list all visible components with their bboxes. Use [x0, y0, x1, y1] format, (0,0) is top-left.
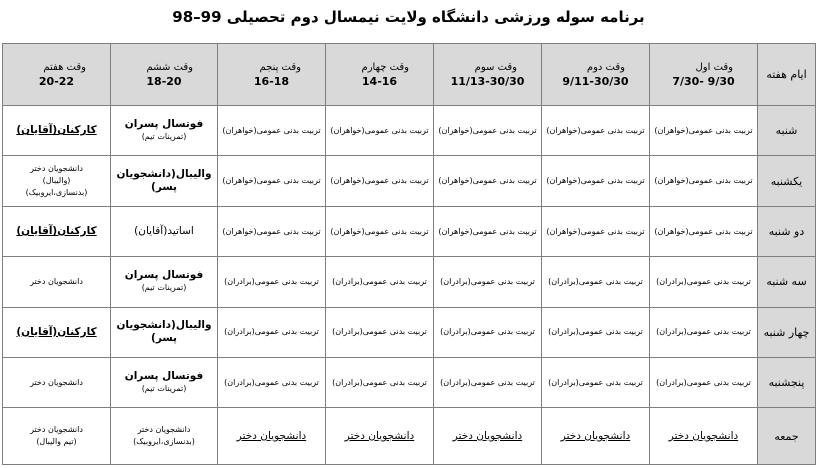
cell-text: تربیت بدنی عمومی(برادران) — [224, 377, 319, 387]
slot-header-7 — [3, 44, 111, 106]
cell-text: تربیت بدنی عمومی(برادران) — [224, 276, 319, 286]
cell-text: تربیت بدنی عمومی(خواهران) — [222, 226, 321, 236]
schedule-cell — [3, 307, 111, 357]
day-cell: پنجشنبه — [758, 358, 816, 408]
slot-header-4 — [326, 44, 434, 106]
schedule-cell — [326, 206, 434, 256]
cell-text: تربیت بدنی عمومی(برادران) — [332, 327, 427, 337]
schedule-cell — [650, 408, 758, 465]
schedule-cell — [434, 307, 542, 357]
cell-text: تربیت بدنی عمومی(برادران) — [656, 377, 751, 387]
cell-text: تربیت بدنی عمومی(خواهران) — [438, 226, 537, 236]
slot-header-2 — [542, 44, 650, 106]
cell-text: تربیت بدنی عمومی(برادران) — [440, 327, 535, 337]
schedule-cell — [434, 257, 542, 307]
cell-text: تربیت بدنی عمومی(برادران) — [656, 276, 751, 286]
schedule-cell — [218, 156, 326, 206]
cell-text: تربیت بدنی عمومی(خواهران) — [330, 226, 429, 236]
slot-name: وقت سوم — [474, 61, 517, 73]
slot-name: وقت هفتم — [43, 61, 86, 73]
day-cell: سه شنبه — [758, 257, 816, 307]
schedule-cell — [111, 257, 218, 307]
cell-text: کارکنان(آقایان) — [16, 325, 97, 338]
slot-name: وقت ششم — [146, 61, 193, 73]
schedule-cell — [434, 106, 542, 156]
slot-header-5 — [218, 44, 326, 106]
slot-header-3 — [434, 44, 542, 106]
slot-name: وقت چهارم — [361, 61, 409, 73]
cell-text: تربیت بدنی عمومی(خواهران) — [438, 125, 537, 135]
schedule-cell — [326, 408, 434, 465]
schedule-table — [2, 43, 816, 465]
row-thursday — [3, 358, 816, 408]
cell-text: تربیت بدنی عمومی(برادران) — [440, 377, 535, 387]
slot-time: 14-16 — [361, 74, 398, 88]
day-cell: جمعه — [758, 408, 816, 465]
cell-text: تربیت بدنی عمومی(برادران) — [548, 377, 643, 387]
schedule-cell — [218, 206, 326, 256]
schedule-cell — [326, 257, 434, 307]
schedule-cell — [542, 206, 650, 256]
cell-text: فوتسال پسران — [124, 370, 204, 383]
cell-text: تربیت بدنی عمومی(خواهران) — [546, 125, 645, 135]
slot-header-6 — [111, 44, 218, 106]
row-monday — [3, 206, 816, 256]
cell-text: فوتسال پسران — [124, 118, 204, 131]
cell-text: تربیت بدنی عمومی(خواهران) — [654, 226, 753, 236]
cell-text: والیبال(دانشجویان پسر) — [116, 319, 212, 345]
day-cell: یکشنبه — [758, 156, 816, 206]
schedule-cell — [218, 257, 326, 307]
cell-text: تربیت بدنی عمومی(برادران) — [332, 377, 427, 387]
page-title: برنامه سوله ورزشی دانشگاه ولایت نیمسال دوم تحصیلی 99–98 — [172, 8, 645, 26]
cell-text: دانشجویان دختر — [236, 429, 307, 442]
cell-text: تربیت بدنی عمومی(خواهران) — [330, 125, 429, 135]
slot-time: 20-22 — [38, 74, 75, 88]
cell-text: دانشجویان دختر — [452, 429, 523, 442]
schedule-cell — [542, 257, 650, 307]
cell-text: کارکنان(آقایان) — [16, 124, 97, 137]
schedule-cell — [542, 358, 650, 408]
cell-subtext: (تمرینات تیم) — [141, 132, 187, 142]
cell-text: تربیت بدنی عمومی(برادران) — [332, 276, 427, 286]
schedule-cell — [3, 257, 111, 307]
row-friday — [3, 408, 816, 465]
row-wednesday — [3, 307, 816, 357]
cell-text: تربیت بدنی عمومی(برادران) — [656, 327, 751, 337]
day-cell: دو شنبه — [758, 206, 816, 256]
cell-text: دانشجویان دختر — [30, 164, 83, 174]
cell-text: تربیت بدنی عمومی(خواهران) — [438, 176, 537, 186]
slot-time: 16-18 — [253, 74, 290, 88]
cell-text: دانشجویان دختر — [30, 425, 83, 435]
cell-text: تربیت بدنی عمومی(برادران) — [548, 276, 643, 286]
schedule-cell — [111, 408, 218, 465]
cell-subtext: (والیبال) — [42, 176, 71, 186]
cell-text: دانشجویان دختر — [30, 377, 83, 387]
schedule-cell — [542, 408, 650, 465]
schedule-cell — [3, 106, 111, 156]
slot-name: وقت دوم — [586, 61, 625, 73]
schedule-cell — [3, 206, 111, 256]
schedule-cell — [111, 156, 218, 206]
schedule-cell — [650, 206, 758, 256]
cell-text: تربیت بدنی عمومی(خواهران) — [546, 176, 645, 186]
cell-text: تربیت بدنی عمومی(خواهران) — [222, 125, 321, 135]
schedule-cell — [3, 358, 111, 408]
schedule-cell — [434, 358, 542, 408]
schedule-cell — [111, 358, 218, 408]
row-saturday — [3, 106, 816, 156]
row-tuesday — [3, 257, 816, 307]
day-cell: شنبه — [758, 106, 816, 156]
slot-time: 9/11-30/30 — [562, 74, 629, 88]
schedule-cell — [542, 307, 650, 357]
schedule-cell — [3, 156, 111, 206]
cell-text: تربیت بدنی عمومی(برادران) — [548, 327, 643, 337]
schedule-cell — [650, 307, 758, 357]
cell-text: کارکنان(آقایان) — [16, 225, 97, 238]
slot-name: وقت اول — [695, 61, 733, 73]
cell-text: تربیت بدنی عمومی(برادران) — [440, 276, 535, 286]
header-row — [3, 44, 816, 106]
cell-text: دانشجویان دختر — [137, 425, 191, 435]
slot-time: 7/30- 9/30 — [672, 74, 735, 88]
cell-subtext: (تمرینات تیم) — [141, 283, 187, 293]
cell-subtext: (تیم والیبال) — [36, 437, 77, 447]
schedule-cell — [326, 358, 434, 408]
schedule-cell — [218, 307, 326, 357]
cell-subtext: (بدنسازی،ایروبیک) — [25, 188, 88, 198]
schedule-cell — [434, 408, 542, 465]
slot-time: 18-20 — [146, 74, 182, 88]
schedule-cell — [111, 106, 218, 156]
schedule-cell — [218, 358, 326, 408]
cell-text: والیبال(دانشجویان پسر) — [116, 168, 212, 194]
cell-subtext: (بدنسازی،ایروبیک) — [133, 437, 195, 447]
cell-text: دانشجویان دختر — [560, 429, 631, 442]
day-column-header: ایام هفته — [758, 44, 816, 106]
schedule-cell — [650, 156, 758, 206]
schedule-cell — [326, 307, 434, 357]
schedule-cell — [650, 358, 758, 408]
schedule-cell — [326, 156, 434, 206]
schedule-cell — [650, 106, 758, 156]
schedule-cell — [218, 408, 326, 465]
schedule-cell — [111, 206, 218, 256]
row-sunday — [3, 156, 816, 206]
cell-text: تربیت بدنی عمومی(خواهران) — [654, 125, 753, 135]
cell-text: فوتسال پسران — [124, 269, 204, 282]
slot-header-1 — [650, 44, 758, 106]
schedule-cell — [542, 106, 650, 156]
schedule-cell — [3, 408, 111, 465]
cell-text: تربیت بدنی عمومی(خواهران) — [330, 176, 429, 186]
schedule-cell — [111, 307, 218, 357]
cell-text: تربیت بدنی عمومی(خواهران) — [654, 176, 753, 186]
slot-name: وقت پنجم — [259, 61, 301, 73]
cell-subtext: (تمرینات تیم) — [141, 384, 187, 394]
cell-text: تربیت بدنی عمومی(خواهران) — [546, 226, 645, 236]
schedule-cell — [650, 257, 758, 307]
slot-time: 11/13-30/30 — [450, 74, 525, 88]
schedule-cell — [434, 206, 542, 256]
cell-text: دانشجویان دختر — [30, 276, 83, 286]
cell-text: دانشجویان دختر — [668, 429, 739, 442]
cell-text: تربیت بدنی عمومی(خواهران) — [222, 176, 321, 186]
schedule-cell — [542, 156, 650, 206]
schedule-cell — [218, 106, 326, 156]
schedule-cell — [326, 106, 434, 156]
schedule-cell — [434, 156, 542, 206]
cell-text: تربیت بدنی عمومی(برادران) — [224, 327, 319, 337]
day-cell: چهار شنبه — [758, 307, 816, 357]
cell-text: اساتید(آقایان) — [134, 225, 194, 238]
cell-text: دانشجویان دختر — [344, 429, 415, 442]
